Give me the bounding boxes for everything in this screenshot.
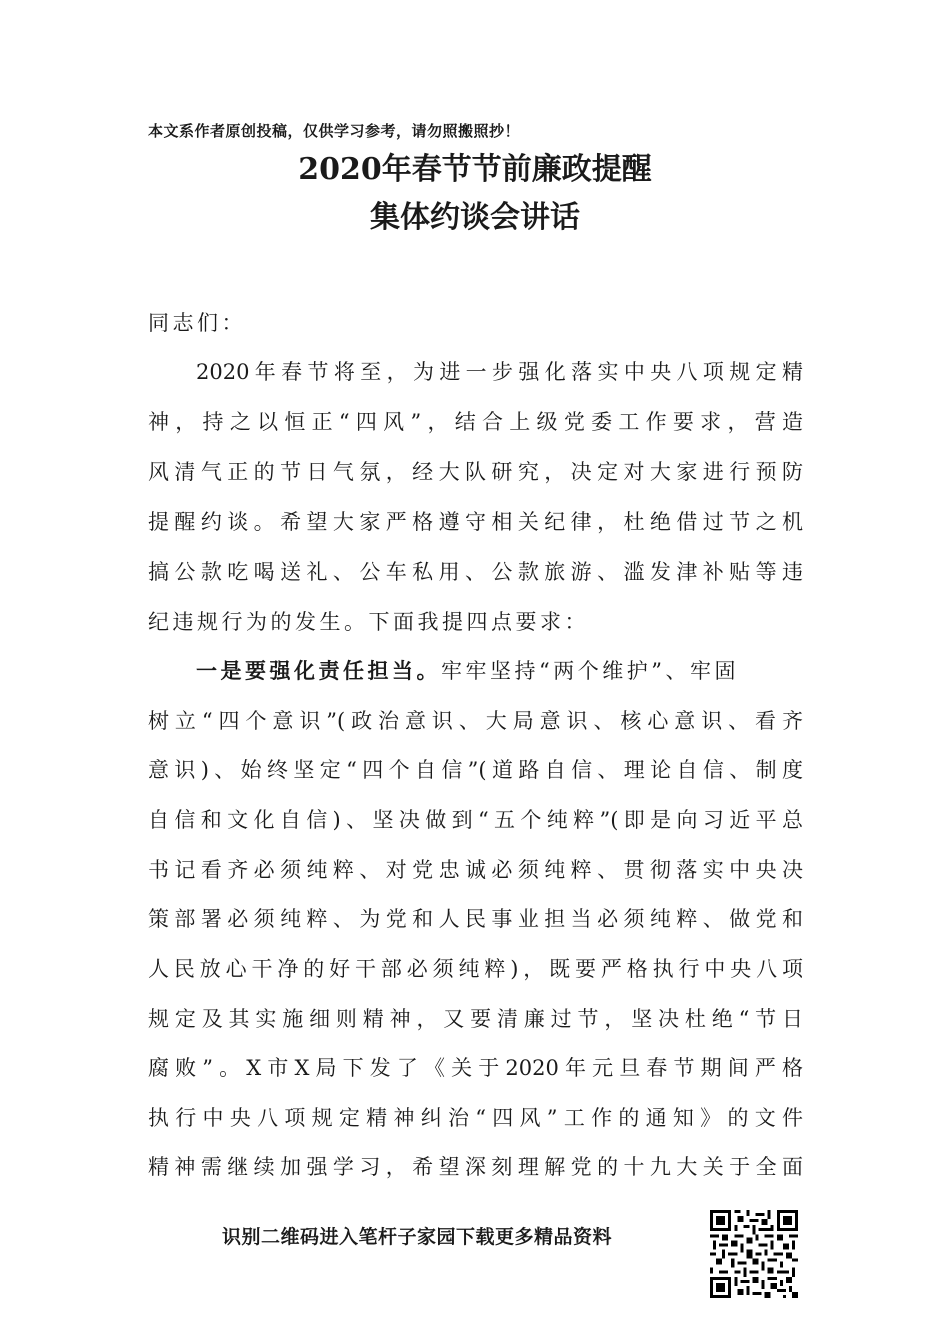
paragraph-2-line: 意识)、始终坚定“四个自信”(道路自信、理论自信、制度 (148, 758, 803, 782)
paragraph-1-line: 神，持之以恒正“四风”，结合上级党委工作要求，营造 (148, 410, 803, 434)
paragraph-1-line: 提醒约谈。希望大家严格遵守相关纪律，杜绝借过节之机 (148, 510, 803, 534)
paragraph-2-line: 书记看齐必须纯粹、对党忠诚必须纯粹、贯彻落实中央决 (148, 858, 803, 882)
footer-download-text: 识别二维码进入笔杆子家园下载更多精品资料 (222, 1226, 613, 1248)
paragraph-2-line: 执行中央八项规定精神纠治“四风”工作的通知》的文件 (148, 1106, 803, 1130)
paragraph-2-first-line (196, 656, 803, 686)
paragraph-2-line: 腐败”。X市X局下发了《关于2020年元旦春节期间严格 (148, 1056, 803, 1080)
paragraph-2-line: 自信和文化自信)、坚决做到“五个纯粹”(即是向习近平总 (148, 808, 803, 832)
paragraph-2-line: 规定及其实施细则精神，又要清廉过节，坚决杜绝“节日 (148, 1007, 803, 1031)
paragraph-1-line: 风清气正的节日气氛，经大队研究，决定对大家进行预防 (148, 460, 803, 484)
paragraph-1-line: 纪违规行为的发生。下面我提四点要求： (148, 610, 589, 634)
salutation: 同志们： (148, 311, 246, 335)
paragraph-2-lead: 一是要强化责任担当。 (196, 659, 441, 683)
paragraph-2-line: 策部署必须纯粹、为党和人民事业担当必须纯粹、做党和 (148, 907, 803, 931)
paragraph-2-line: 精神需继续加强学习，希望深刻理解党的十九大关于全面 (148, 1155, 803, 1179)
paragraph-2-line: 人民放心干净的好干部必须纯粹)，既要严格执行中央八项 (148, 957, 803, 981)
paragraph-2-first-rest: 牢牢坚持“两个维护”、牢固 (441, 659, 739, 683)
paragraph-2-line: 树立“四个意识”(政治意识、大局意识、核心意识、看齐 (148, 709, 803, 733)
page-title-line-2: 集体约谈会讲话 (370, 200, 580, 235)
qr-code-icon[interactable] (710, 1210, 798, 1298)
paragraph-1-line: 搞公款吃喝送礼、公车私用、公款旅游、滥发津补贴等违 (148, 560, 803, 584)
author-notice: 本文系作者原创投稿，仅供学习参考，请勿照搬照抄！ (148, 122, 521, 140)
page-title-line-1: 2020年春节节前廉政提醒 (298, 152, 652, 187)
paragraph-1-line: 2020年春节将至，为进一步强化落实中央八项规定精 (196, 360, 803, 384)
